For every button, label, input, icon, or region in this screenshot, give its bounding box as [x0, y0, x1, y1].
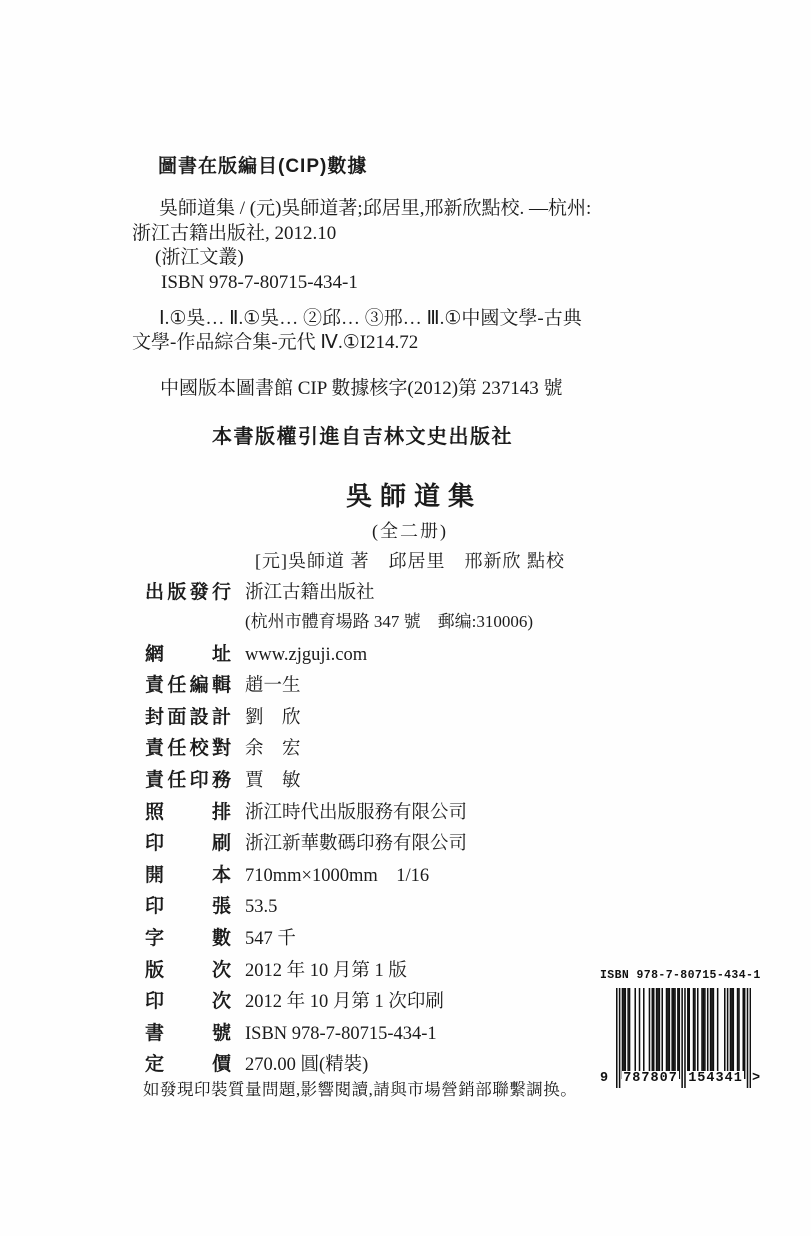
publication-row-value: www.zjguji.com: [245, 644, 368, 665]
publication-row-label: 定價: [145, 1054, 231, 1076]
publication-row: [145, 1023, 625, 1045]
publication-row-label: 網址: [145, 643, 231, 665]
publication-row-value: 547 千: [245, 928, 296, 949]
cip-record-line: (浙江文叢): [155, 247, 244, 268]
publication-row-label: 版次: [145, 959, 231, 981]
classification-line: 文學-作品綜合集-元代 Ⅳ.①I214.72: [132, 331, 419, 353]
publication-row-value: 2012 年 10 月第 1 次印刷: [245, 992, 444, 1013]
volume-note: (全二册): [372, 521, 448, 541]
publication-row-value: 浙江時代出版服務有限公司: [245, 802, 468, 823]
publication-row-label: 責任校對: [145, 738, 231, 760]
publication-row-label: 字數: [145, 927, 231, 949]
publication-row-value: (杭州市體育場路 347 號 郵编:310006): [245, 611, 534, 631]
publication-row-label: 責任印務: [145, 769, 231, 791]
publication-row: [145, 675, 625, 697]
publication-row: [145, 865, 625, 887]
cip-classification: [132, 307, 692, 354]
cip-header: 圖書在版編目(CIP)數據: [158, 156, 368, 177]
publication-row-value: ISBN 978-7-80715-434-1: [245, 1023, 437, 1044]
cip-record-line: ISBN 978-7-80715-434-1: [161, 271, 358, 293]
cip-record-line: 吳師道集 / (元)吳師道著;邱居里,邢新欣點校. —杭州:: [159, 198, 592, 219]
publication-row-label: 責任編輯: [145, 675, 231, 697]
publication-row-label: 開本: [145, 864, 231, 886]
publication-row: [145, 928, 625, 950]
publication-row: [145, 896, 625, 918]
publication-row-value: 賈 敏: [245, 770, 301, 791]
authors-line: [元]吳師道 著 邱居里 邢新欣 點校: [255, 551, 565, 571]
publication-row-value: 2012 年 10 月第 1 版: [245, 960, 407, 981]
publication-row: [145, 644, 625, 666]
barcode-quiet-zone-mark: >: [752, 1071, 762, 1086]
publication-row: [145, 582, 625, 604]
publication-row-value: 浙江新華數碼印務有限公司: [245, 834, 468, 855]
publication-row: [145, 833, 625, 855]
publication-row-value: 趙一生: [245, 676, 301, 697]
barcode-digit-group: 154341: [688, 1071, 743, 1086]
cip-registration-number: 中國版本圖書館 CIP 數據核字(2012)第 237143 號: [160, 378, 563, 399]
publication-row: [145, 802, 625, 824]
publication-row-value: 710mm×1000mm 1/16: [245, 865, 430, 886]
publication-row: [145, 707, 625, 729]
publication-row-value: 浙江古籍出版社: [245, 583, 375, 603]
classification-line: Ⅰ.①吳… Ⅱ.①吳… ②邱… ③邢… Ⅲ.①中國文學-古典: [159, 308, 582, 329]
publication-row: [145, 738, 625, 760]
publication-row: [145, 611, 625, 632]
publication-row-value: 余 宏: [245, 739, 301, 760]
publication-row-label: 印刷: [145, 833, 231, 855]
barcode-isbn-text: ISBN 978-7-80715-434-1: [600, 969, 761, 982]
publication-table: [145, 582, 625, 1086]
publication-row-value: 53.5: [245, 897, 278, 918]
publication-row-label: 照排: [145, 801, 231, 823]
publication-row-label: 出版發行: [145, 582, 231, 603]
publication-row: [145, 1054, 625, 1076]
publication-row: [145, 991, 625, 1013]
barcode-digit-group: 787807: [623, 1071, 678, 1086]
cip-record-line: 浙江古籍出版社, 2012.10: [132, 222, 337, 244]
publication-row-value: 劉 欣: [245, 707, 301, 728]
publication-row-label: 印次: [145, 991, 231, 1013]
publication-row-value: 270.00 圓(精裝): [245, 1055, 369, 1076]
publication-row-label: 書號: [145, 1022, 231, 1044]
isbn-barcode: [599, 969, 769, 1109]
cip-record: [132, 197, 692, 295]
print-quality-note: 如發現印裝質量問題,影響閱讀,請與市場營銷部聯繫調换。: [143, 1080, 578, 1099]
publication-row-label: 印張: [145, 896, 231, 918]
copyright-license-note: 本書版權引進自吉林文史出版社: [212, 426, 513, 448]
book-title: 吳師道集: [345, 481, 482, 511]
publication-row-label: 封面設計: [145, 706, 231, 728]
publication-row: [145, 960, 625, 982]
barcode-digit-lead: 9: [600, 1071, 610, 1086]
publication-row: [145, 770, 625, 792]
